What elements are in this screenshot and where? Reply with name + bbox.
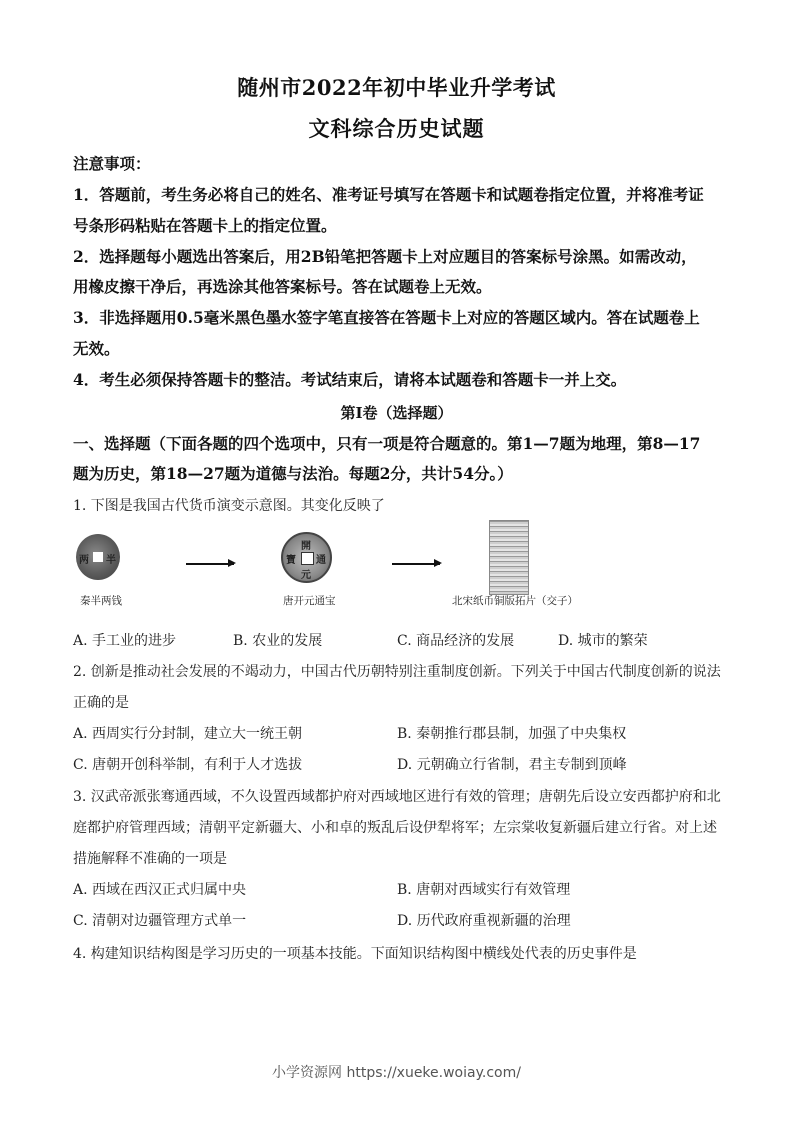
section-instruction: 题为历史，第18—27题为道德与法治。每题2分，共计54分。） [73, 464, 513, 483]
option-c[interactable]: C. 清朝对边疆管理方式单一 [73, 913, 247, 929]
option-c[interactable]: C. 商品经济的发展 [397, 633, 515, 649]
coin-glyph: 通 [316, 555, 326, 566]
notice-line: 4．考生必须保持答题卡的整洁。考试结束后，请将本试题卷和答题卡一并上交。 [73, 370, 627, 389]
figure-caption: 秦半两钱 [80, 595, 122, 607]
section-instruction: 一、选择题（下面各题的四个选项中，只有一项是符合题意的。第1—7题为地理，第8—17 [73, 434, 701, 453]
watermark-footer: 小学资源网 https://xueke.woiay.com/ [272, 1065, 521, 1081]
question-stem: 正确的是 [73, 695, 129, 711]
question-stem: 2. 创新是推动社会发展的不竭动力，中国古代历朝特别注重制度创新。下列关于中国古代制度创新的说法 [73, 664, 721, 680]
option-d[interactable]: D. 元朝确立行省制，君主专制到顶峰 [397, 757, 627, 773]
notice-line: 无效。 [73, 339, 120, 358]
notice-line: 用橡皮擦干净后，再选涂其他答案标号。答在试题卷上无效。 [73, 277, 492, 296]
option-a[interactable]: A. 西域在西汉正式归属中央 [73, 882, 247, 898]
kaiyuan-tongbao-coin-icon [281, 532, 332, 583]
figure-caption: 北宋纸币铜版拓片（交子） [452, 595, 578, 607]
notice-line: 1．答题前，考生务必将自己的姓名、准考证号填写在答题卡和试题卷指定位置，并将准考证 [73, 185, 704, 204]
coin-glyph: 两 [79, 555, 89, 566]
coin-glyph: 開 [301, 541, 311, 552]
option-b[interactable]: B. 唐朝对西域实行有效管理 [397, 882, 571, 898]
square-hole [301, 552, 314, 565]
ban-liang-coin-icon [76, 534, 120, 580]
arrow-right-icon [392, 563, 440, 565]
question-stem: 1. 下图是我国古代货币演变示意图。其变化反映了 [73, 498, 385, 514]
option-c[interactable]: C. 唐朝开创科举制，有利于人才选拔 [73, 757, 303, 773]
exam-subtitle: 文科综合历史试题 [308, 116, 485, 141]
question-stem: 措施解释不准确的一项是 [73, 851, 227, 867]
option-b[interactable]: B. 农业的发展 [233, 633, 323, 649]
volume-title: 第I卷（选择题） [340, 404, 453, 422]
option-d[interactable]: D. 历代政府重视新疆的治理 [397, 913, 571, 929]
coin-glyph: 半 [106, 555, 116, 566]
notice-line: 3．非选择题用0.5毫米黑色墨水签字笔直接答在答题卡上对应的答题区域内。答在试题卷上 [73, 308, 700, 327]
option-d[interactable]: D. 城市的繁荣 [558, 633, 648, 649]
jiaozi-banknote-icon [489, 520, 529, 595]
figure-caption: 唐开元通宝 [283, 595, 336, 607]
coin-glyph: 寶 [286, 555, 296, 566]
option-b[interactable]: B. 秦朝推行郡县制，加强了中央集权 [397, 726, 627, 742]
exam-title: 随州市2022年初中毕业升学考试 [237, 75, 556, 100]
coin-glyph: 元 [301, 570, 311, 581]
question-stem: 3. 汉武帝派张骞通西域，不久设置西域都护府对西域地区进行有效的管理；唐朝先后设立安西都护府和北 [73, 789, 721, 805]
notice-line: 2．选择题每小题选出答案后，用2B铅笔把答题卡上对应题目的答案标号涂黑。如需改动， [73, 247, 697, 266]
notice-heading: 注意事项： [73, 154, 151, 173]
option-a[interactable]: A. 手工业的进步 [73, 633, 177, 649]
question-stem: 庭都护府管理西域；清朝平定新疆大、小和卓的叛乱后设伊犁将军；左宗棠收复新疆后建立行省。对上述 [73, 820, 717, 836]
arrow-right-icon [186, 563, 234, 565]
option-a[interactable]: A. 西周实行分封制，建立大一统王朝 [73, 726, 303, 742]
square-hole [93, 552, 103, 562]
question-stem: 4. 构建知识结构图是学习历史的一项基本技能。下面知识结构图中横线处代表的历史事件是 [73, 946, 637, 962]
notice-line: 号条形码粘贴在答题卡上的指定位置。 [73, 216, 337, 235]
